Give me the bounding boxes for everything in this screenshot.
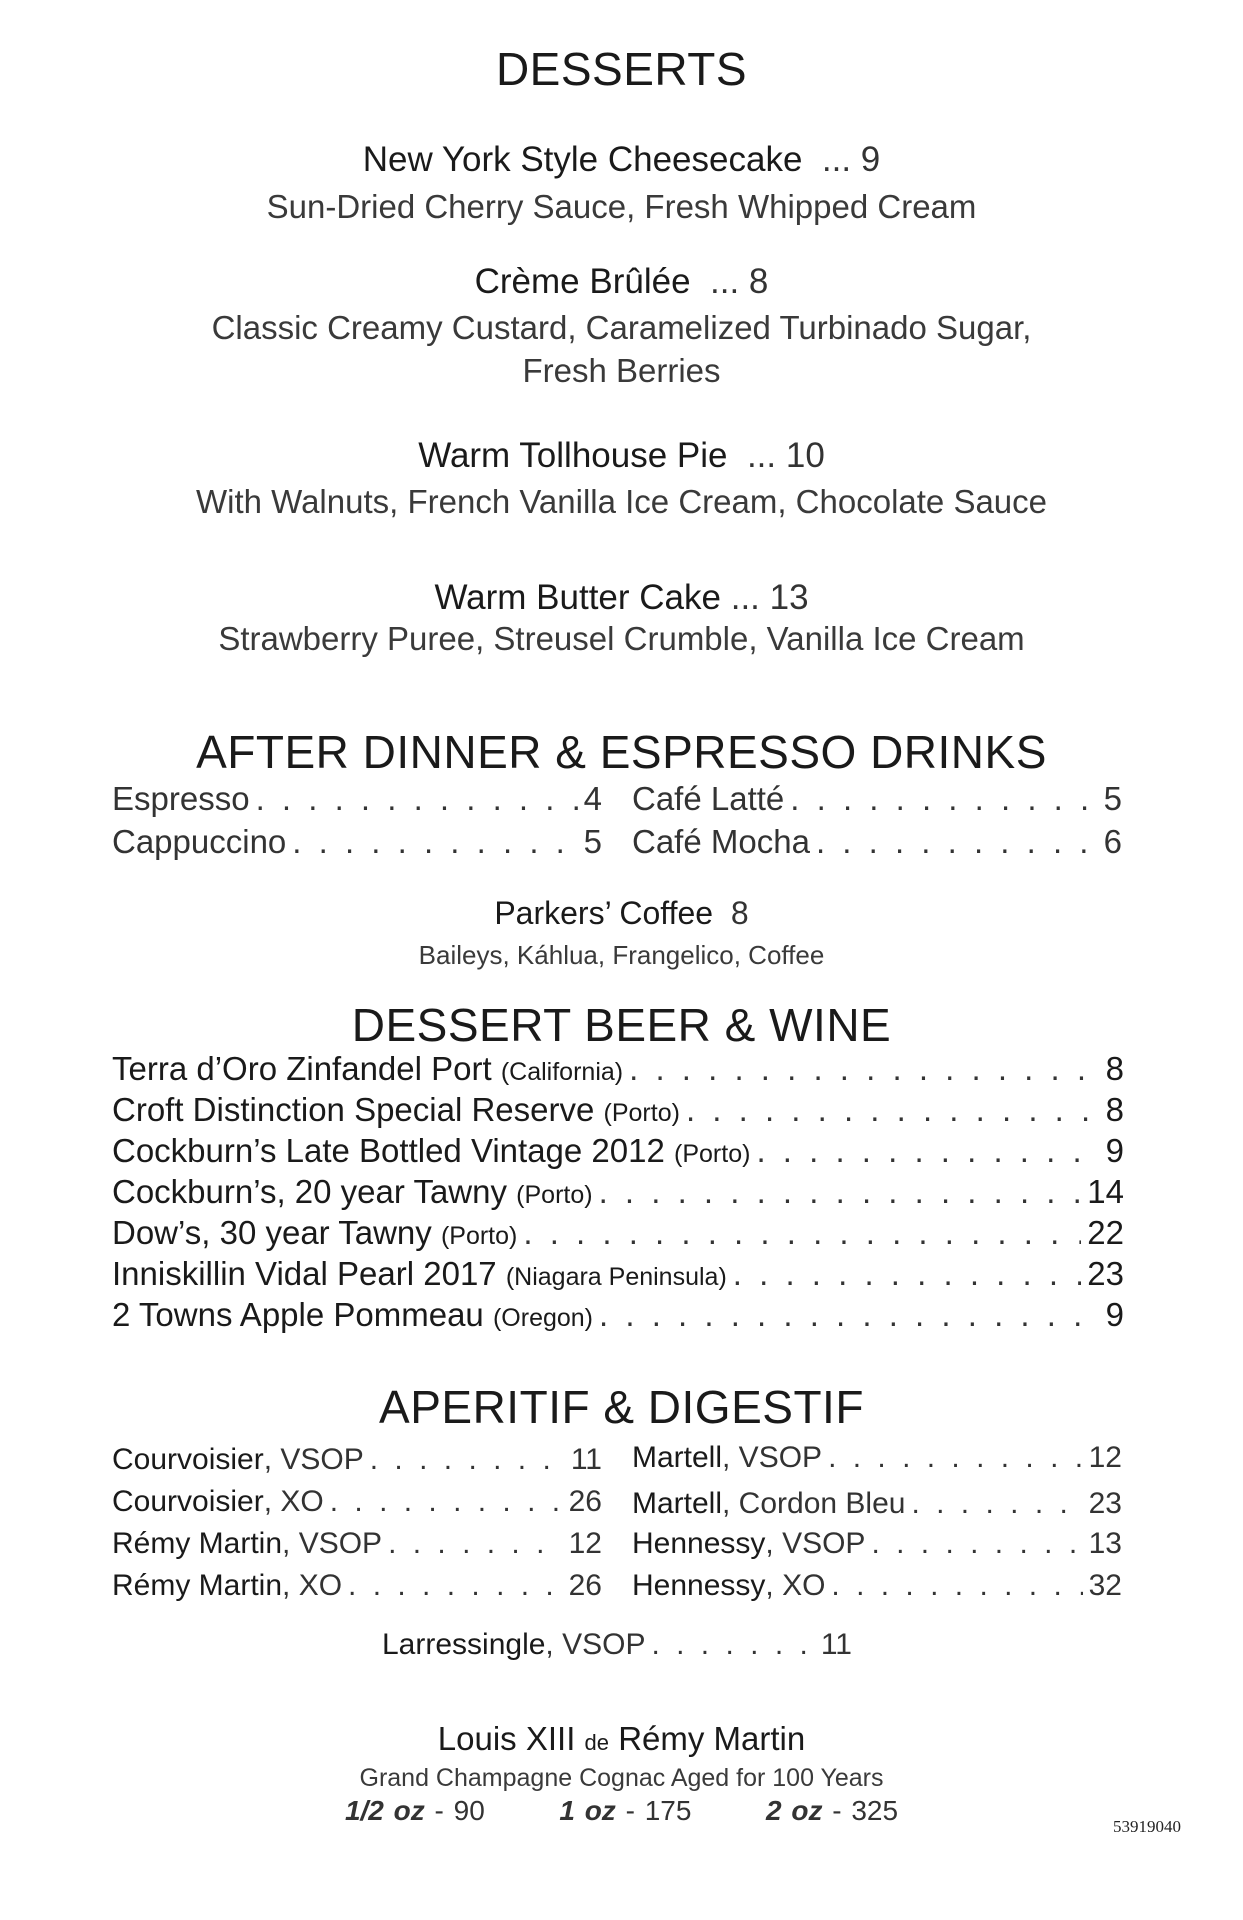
- dot-leader: [599, 1296, 1100, 1334]
- pour-option: 1 oz - 175: [559, 1795, 692, 1826]
- dessert-item-title: [0, 578, 1243, 618]
- dessert-item-title: [0, 140, 1243, 180]
- dot-leader: [256, 780, 578, 818]
- wine-name: Cockburn’s Late Bottled Vintage 2012 (Porto): [112, 1132, 751, 1169]
- special-drink-price: 8: [730, 895, 749, 931]
- dot-leader: [292, 823, 577, 861]
- drink-price: 6: [1103, 823, 1122, 860]
- wine-name: Inniskillin Vidal Pearl 2017 (Niagara Peninsula): [112, 1255, 727, 1292]
- dot-leader: [816, 823, 1098, 861]
- spirit-price: 12: [568, 1527, 602, 1560]
- wine-price: 9: [1105, 1132, 1124, 1169]
- beer-wine-heading: DESSERT BEER & WINE: [351, 999, 892, 1051]
- spirit-row: [632, 1441, 1122, 1475]
- parkers-coffee-description: Baileys, Káhlua, Frangelico, Coffee: [418, 940, 825, 970]
- drink-row: [112, 823, 602, 861]
- louis-xiii-description: Grand Champagne Cognac Aged for 100 Years: [359, 1764, 884, 1792]
- drink-price: 4: [583, 780, 602, 817]
- dessert-name: New York Style Cheesecake: [362, 140, 803, 179]
- dot-leader: [828, 1441, 1083, 1475]
- wine-row: [112, 1132, 1124, 1170]
- spirit-price: 26: [568, 1569, 602, 1602]
- drink-name: Café Mocha: [632, 823, 810, 860]
- spirit-name: Rémy Martin, VSOP: [112, 1527, 383, 1560]
- dessert-description: Classic Creamy Custard, Caramelized Turbinado Sugar,: [211, 309, 1032, 346]
- dessert-description: With Walnuts, French Vanilla Ice Cream, Chocolate Sauce: [195, 483, 1048, 520]
- dessert-description: Strawberry Puree, Streusel Crumble, Vanilla Ice Cream: [218, 620, 1025, 657]
- dessert-item-title: [0, 262, 1243, 302]
- louis-xiii-pours: [0, 1795, 1243, 1827]
- dot-leader: [790, 780, 1097, 818]
- louis-xiii-title: Louis XIII de Rémy Martin: [437, 1720, 806, 1757]
- spirit-price: 12: [1088, 1441, 1122, 1474]
- dot-leader: [348, 1569, 563, 1603]
- spirit-price: 11: [570, 1443, 602, 1476]
- spirit-row: [112, 1485, 602, 1519]
- dot-leader: [651, 1628, 814, 1662]
- dessert-price: ... 10: [746, 436, 825, 475]
- drink-row: [112, 780, 602, 818]
- dessert-description: Fresh Berries: [522, 352, 721, 389]
- dessert-name: Warm Butter Cake: [434, 578, 721, 617]
- wine-row: [112, 1296, 1124, 1334]
- spirit-row: [382, 1628, 852, 1662]
- pour-option: 2 oz - 325: [765, 1795, 899, 1826]
- spirit-price: 13: [1088, 1527, 1122, 1560]
- spirit-row: [112, 1569, 602, 1603]
- parkers-coffee-title: [0, 895, 1243, 932]
- wine-price: 8: [1105, 1091, 1124, 1128]
- drink-row: [632, 780, 1122, 818]
- spirit-name: Larressingle, VSOP: [382, 1628, 646, 1661]
- spirit-price: 26: [568, 1485, 602, 1518]
- aperitif-heading: APERITIF & DIGESTIF: [379, 1381, 864, 1433]
- spirit-name: Hennessy, VSOP: [632, 1527, 866, 1560]
- wine-name: Dow’s, 30 year Tawny (Porto): [112, 1214, 518, 1251]
- dot-leader: [911, 1487, 1082, 1521]
- menu-code: 53919040: [1113, 1817, 1181, 1836]
- wine-row: [112, 1214, 1124, 1252]
- spirit-price: 11: [820, 1628, 852, 1661]
- espresso-heading: AFTER DINNER & ESPRESSO DRINKS: [196, 726, 1047, 778]
- wine-price: 23: [1087, 1255, 1124, 1292]
- wine-row: [112, 1050, 1124, 1088]
- drink-price: 5: [1103, 780, 1122, 817]
- wine-name: Cockburn’s, 20 year Tawny (Porto): [112, 1173, 593, 1210]
- wine-name: Croft Distinction Special Reserve (Porto): [112, 1091, 680, 1128]
- pour-option: 1/2 oz - 90: [344, 1795, 485, 1826]
- spirit-row: [632, 1527, 1122, 1561]
- dessert-price: ... 9: [821, 140, 881, 179]
- wine-price: 22: [1087, 1214, 1124, 1251]
- dot-leader: [831, 1569, 1082, 1603]
- drink-price: 5: [583, 823, 602, 860]
- drink-row: [632, 823, 1122, 861]
- dot-leader: [871, 1527, 1082, 1561]
- spirit-name: Courvoisier, XO: [112, 1485, 324, 1518]
- wine-row: [112, 1255, 1124, 1293]
- spirit-row: [112, 1527, 602, 1561]
- dot-leader: [370, 1443, 565, 1477]
- dessert-description: Sun-Dried Cherry Sauce, Fresh Whipped Cream: [266, 188, 977, 225]
- dot-leader: [330, 1485, 563, 1519]
- wine-region: (Porto): [440, 1222, 518, 1250]
- spirit-name: Courvoisier, VSOP: [112, 1443, 364, 1476]
- dot-leader: [388, 1527, 563, 1561]
- spirit-price: 23: [1088, 1487, 1122, 1520]
- dessert-price: ... 8: [710, 262, 769, 301]
- dot-leader: [523, 1214, 1081, 1252]
- wine-price: 8: [1105, 1050, 1124, 1087]
- drink-name: Espresso: [112, 780, 250, 817]
- dessert-price: ... 13: [730, 578, 809, 617]
- wine-price: 14: [1087, 1173, 1124, 1210]
- wine-region: (Porto): [516, 1181, 593, 1209]
- wine-row: [112, 1091, 1124, 1129]
- dot-leader: [756, 1132, 1099, 1170]
- dessert-name: Crème Brûlée: [474, 262, 691, 301]
- wine-region: (Niagara Peninsula): [505, 1263, 727, 1291]
- special-drink-name: Parkers’ Coffee: [494, 895, 714, 931]
- spirit-price: 32: [1088, 1569, 1122, 1602]
- dot-leader: [686, 1091, 1100, 1129]
- spirit-row: [112, 1443, 602, 1477]
- dessert-item-title: [0, 436, 1243, 476]
- dessert-name: Warm Tollhouse Pie: [418, 436, 728, 475]
- wine-row: [112, 1173, 1124, 1211]
- dot-leader: [733, 1255, 1082, 1293]
- dot-leader: [629, 1050, 1100, 1088]
- wine-price: 9: [1105, 1296, 1124, 1333]
- spirit-row: [632, 1487, 1122, 1521]
- wine-name: 2 Towns Apple Pommeau (Oregon): [112, 1296, 594, 1333]
- spirit-name: Hennessy, XO: [632, 1569, 826, 1602]
- wine-name: Terra d’Oro Zinfandel Port (California): [112, 1050, 624, 1087]
- wine-region: (Porto): [674, 1140, 751, 1168]
- drink-name: Café Latté: [632, 780, 785, 817]
- dot-leader: [599, 1173, 1082, 1211]
- spirit-name: Martell, Cordon Bleu: [632, 1487, 906, 1520]
- desserts-heading: DESSERTS: [495, 43, 748, 95]
- spirit-name: Rémy Martin, XO: [112, 1569, 343, 1602]
- drink-name: Cappuccino: [112, 823, 287, 860]
- spirit-name: Martell, VSOP: [632, 1441, 823, 1474]
- wine-region: (Porto): [603, 1099, 680, 1127]
- spirit-row: [632, 1569, 1122, 1603]
- wine-region: (California): [500, 1058, 624, 1086]
- wine-region: (Oregon): [492, 1304, 594, 1332]
